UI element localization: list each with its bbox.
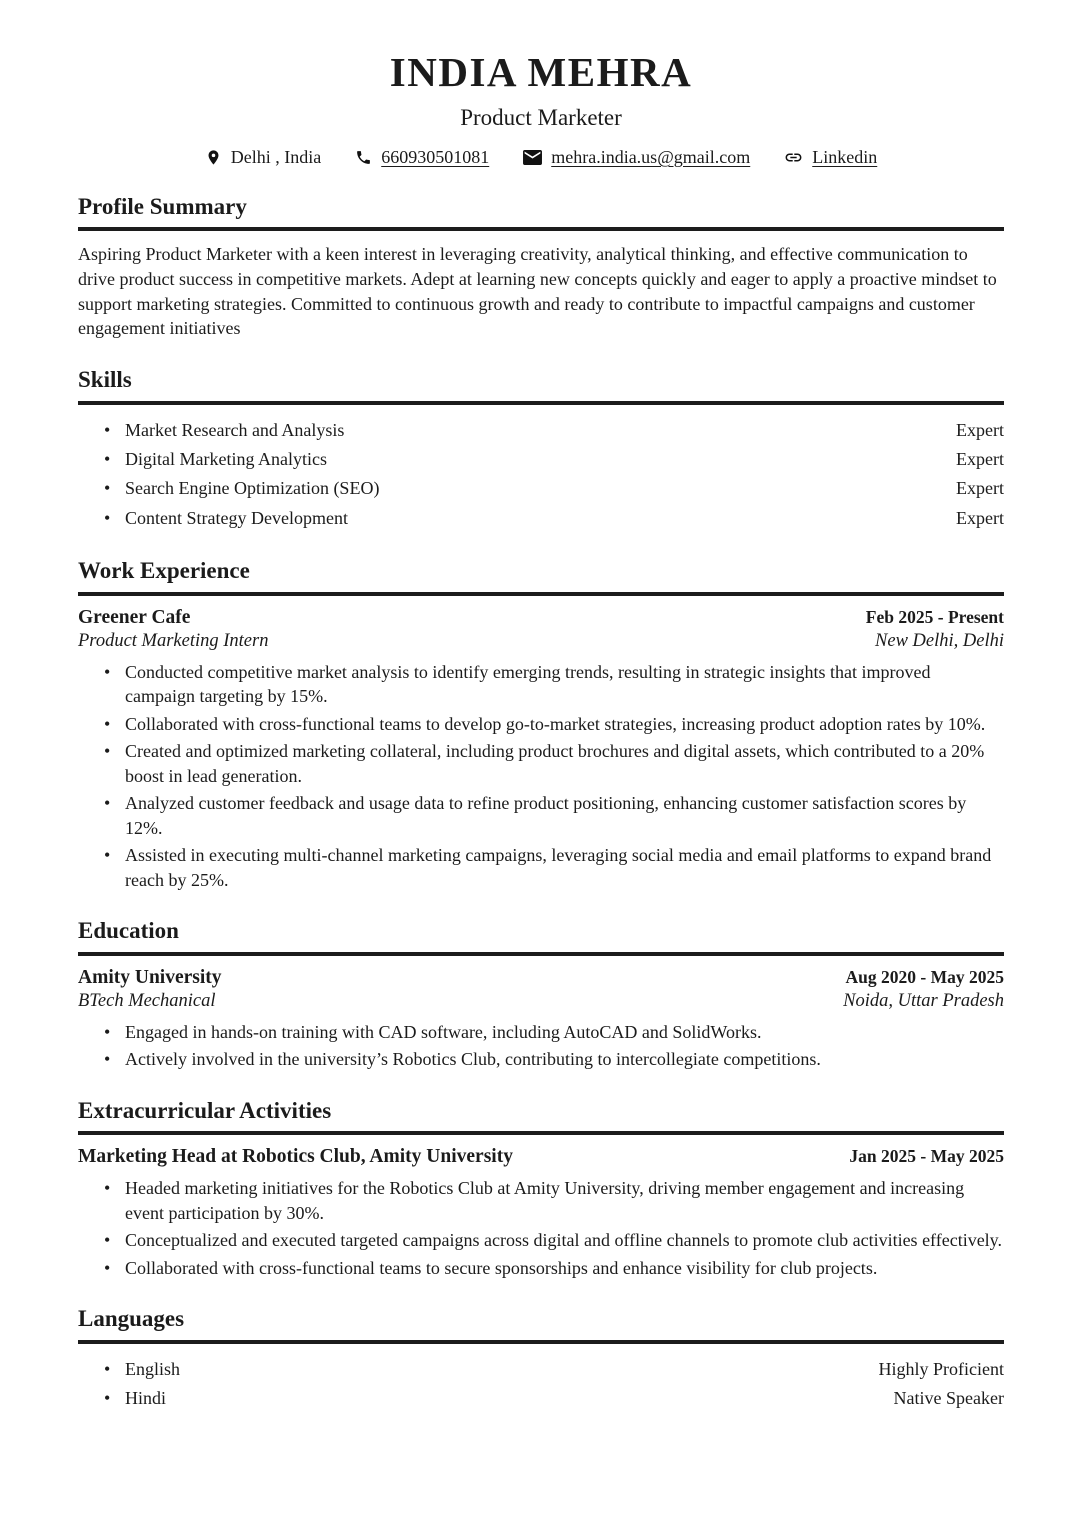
job-location: New Delhi, Delhi — [875, 630, 1004, 651]
skill-row — [78, 416, 1004, 444]
work-entry-sub — [78, 631, 1004, 652]
education-bullet — [78, 1020, 1004, 1044]
skill-level: Expert — [956, 507, 1004, 528]
section-rule — [78, 1131, 1004, 1135]
degree-name: BTech Mechanical — [78, 990, 216, 1011]
contact-phone-link[interactable]: 660930501081 — [381, 146, 490, 167]
work-bullet — [78, 791, 1004, 840]
section-skills — [78, 366, 1004, 532]
school-location: Noida, Uttar Pradesh — [843, 990, 1004, 1011]
education-bullet-list — [78, 1020, 1004, 1072]
work-bullet — [78, 660, 1004, 709]
section-rule — [78, 592, 1004, 596]
job-role: Product Marketing Intern — [78, 630, 269, 651]
contact-email — [523, 147, 750, 168]
skill-row — [78, 474, 1004, 502]
work-bullet-text: • Conducted competitive market analysis to identify emerging trends, resulting in strategic insights that improved campaign targeting by 15%. — [125, 661, 931, 707]
languages-heading: Languages — [78, 1306, 185, 1332]
language-row — [78, 1355, 1004, 1383]
skills-list — [78, 416, 1004, 533]
languages-list — [78, 1355, 1004, 1413]
extracurricular-bullet-text: • Headed marketing initiatives for the Robotics Club at Amity University, driving member engagement and increasing event participation by 30%. — [125, 1178, 965, 1223]
extracurricular-bullet — [78, 1176, 1004, 1225]
resume-header — [78, 50, 1004, 168]
work-dates: Feb 2025 - Present — [865, 606, 1004, 627]
skill-name: • Search Engine Optimization (SEO) — [125, 478, 380, 499]
section-rule — [78, 227, 1004, 231]
education-bullet-text: • Actively involved in the university’s Robotics Club, contributing to intercollegiate competitions. — [125, 1049, 821, 1070]
phone-icon — [355, 149, 372, 166]
section-rule — [78, 1340, 1004, 1344]
language-level: Native Speaker — [893, 1388, 1004, 1409]
language-row — [78, 1384, 1004, 1412]
work-bullet-text: • Collaborated with cross-functional teams to develop go-to-market strategies, increasing product adoption rates by 10%. — [125, 713, 986, 734]
education-entry-head — [78, 967, 1004, 989]
education-entry — [78, 967, 1004, 1072]
work-bullet — [78, 739, 1004, 788]
skill-level: Expert — [956, 448, 1004, 469]
education-dates: Aug 2020 - May 2025 — [845, 966, 1004, 987]
section-rule — [78, 952, 1004, 956]
company-name: Greener Cafe — [78, 606, 191, 628]
contact-location — [205, 147, 321, 168]
contact-row — [78, 147, 1004, 168]
skill-row — [78, 504, 1004, 532]
extracurricular-heading: Extracurricular Activities — [78, 1097, 332, 1123]
contact-linkedin-link[interactable]: Linkedin — [812, 146, 878, 167]
work-entry-head — [78, 607, 1004, 629]
contact-email-link[interactable]: mehra.india.us@gmail.com — [551, 146, 751, 167]
section-profile-summary — [78, 193, 1004, 341]
location-pin-icon — [205, 149, 222, 166]
activity-dates: Jan 2025 - May 2025 — [849, 1146, 1004, 1167]
work-bullet-text: • Created and optimized marketing collateral, including product brochures and digital assets, which contributed to a 20% boost in lead generation. — [125, 741, 985, 786]
work-bullet — [78, 712, 1004, 736]
education-heading: Education — [78, 918, 179, 944]
work-entry — [78, 607, 1004, 892]
section-languages — [78, 1305, 1004, 1412]
section-education — [78, 917, 1004, 1072]
extracurricular-bullet-text: • Collaborated with cross-functional teams to secure sponsorships and enhance visibility for club projects. — [125, 1257, 878, 1278]
language-level: Highly Proficient — [878, 1358, 1004, 1379]
extracurricular-bullet-list — [78, 1176, 1004, 1280]
skill-name: • Digital Marketing Analytics — [125, 448, 327, 469]
work-bullet-list — [78, 660, 1004, 892]
extracurricular-bullet — [78, 1256, 1004, 1280]
work-bullet — [78, 843, 1004, 892]
skills-heading: Skills — [78, 366, 132, 392]
extracurricular-bullet — [78, 1228, 1004, 1252]
language-name: • English — [125, 1358, 181, 1379]
chain-link-icon — [784, 148, 803, 167]
education-entry-sub — [78, 991, 1004, 1012]
extracurricular-entry-head — [78, 1146, 1004, 1168]
skill-name: • Market Research and Analysis — [125, 419, 345, 440]
work-bullet-text: • Analyzed customer feedback and usage data to refine product positioning, enhancing customer satisfaction scores by 12%. — [125, 793, 967, 838]
email-envelope-icon — [523, 150, 542, 165]
skill-name: • Content Strategy Development — [125, 507, 348, 528]
work-bullet-text: • Assisted in executing multi-channel marketing campaigns, leveraging social media and email platforms to expand brand reach by 25%. — [125, 845, 992, 890]
section-extracurricular — [78, 1097, 1004, 1280]
profile-summary-text: Aspiring Product Marketer with a keen interest in leveraging creativity, analytical thinking, and effective communication to drive product success in competitive markets. Adept at learning new concepts quickly and eager to apply a proactive mindset to support marketing strategies. Committed to continuous growth and ready to contribute to impactful campaigns and customer engagement initiatives — [78, 244, 997, 339]
person-name: INDIA MEHRA — [389, 49, 693, 95]
contact-linkedin — [784, 147, 877, 168]
school-name: Amity University — [78, 966, 222, 988]
person-title: Product Marketer — [460, 105, 622, 131]
contact-location-text: Delhi , India — [230, 146, 322, 167]
section-rule — [78, 401, 1004, 405]
profile-summary-heading: Profile Summary — [78, 193, 247, 219]
skill-level: Expert — [956, 419, 1004, 440]
section-work-experience — [78, 557, 1004, 892]
extracurricular-bullet-text: • Conceptualized and executed targeted campaigns across digital and offline channels to promote club activities effectively. — [125, 1230, 1003, 1251]
education-bullet — [78, 1047, 1004, 1071]
contact-phone — [355, 147, 489, 168]
extracurricular-entry — [78, 1146, 1004, 1280]
work-experience-heading: Work Experience — [78, 558, 250, 584]
skill-row — [78, 445, 1004, 473]
language-name: • Hindi — [125, 1388, 167, 1409]
skill-level: Expert — [956, 478, 1004, 499]
education-bullet-text: • Engaged in hands-on training with CAD software, including AutoCAD and SolidWorks. — [125, 1021, 762, 1042]
activity-title: Marketing Head at Robotics Club, Amity University — [78, 1146, 513, 1168]
